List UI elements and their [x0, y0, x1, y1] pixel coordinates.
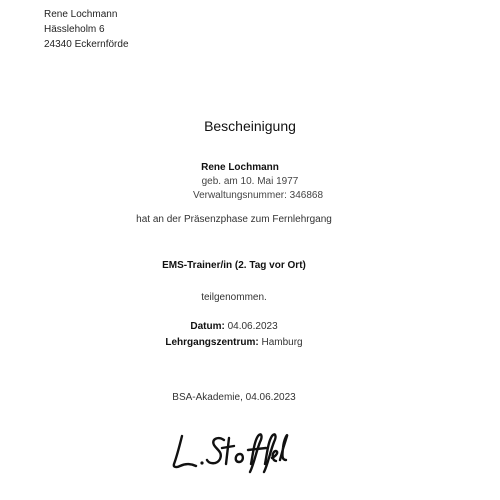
course-name: EMS-Trainer/in (2. Tag vor Ort): [162, 260, 306, 271]
sender-street: Hässleholm 6: [44, 24, 105, 35]
participant-name: Rene Lochmann: [201, 162, 279, 173]
date-value: 04.06.2023: [227, 321, 278, 332]
training-center-label: Lehrgangszentrum:: [165, 337, 259, 348]
handwritten-signature: [168, 430, 290, 476]
issuer-line: BSA-Akademie, 04.06.2023: [172, 392, 296, 403]
date-line: [0, 321, 484, 332]
sender-address: [44, 7, 129, 52]
admin-number: Verwaltungsnummer: 346868: [192, 190, 324, 201]
training-center-value: Hamburg: [261, 337, 303, 348]
certificate-title: Bescheinigung: [204, 118, 296, 134]
birth-date: geb. am 10. Mai 1977: [201, 176, 299, 187]
sender-name: Rene Lochmann: [44, 9, 118, 20]
training-center-line: [0, 337, 484, 348]
date-label: Datum:: [190, 321, 225, 332]
attendance-text: hat an der Präsenzphase zum Fernlehrgang: [136, 214, 332, 225]
participation-text: teilgenommen.: [201, 292, 267, 303]
sender-city: 24340 Eckernförde: [44, 39, 129, 50]
